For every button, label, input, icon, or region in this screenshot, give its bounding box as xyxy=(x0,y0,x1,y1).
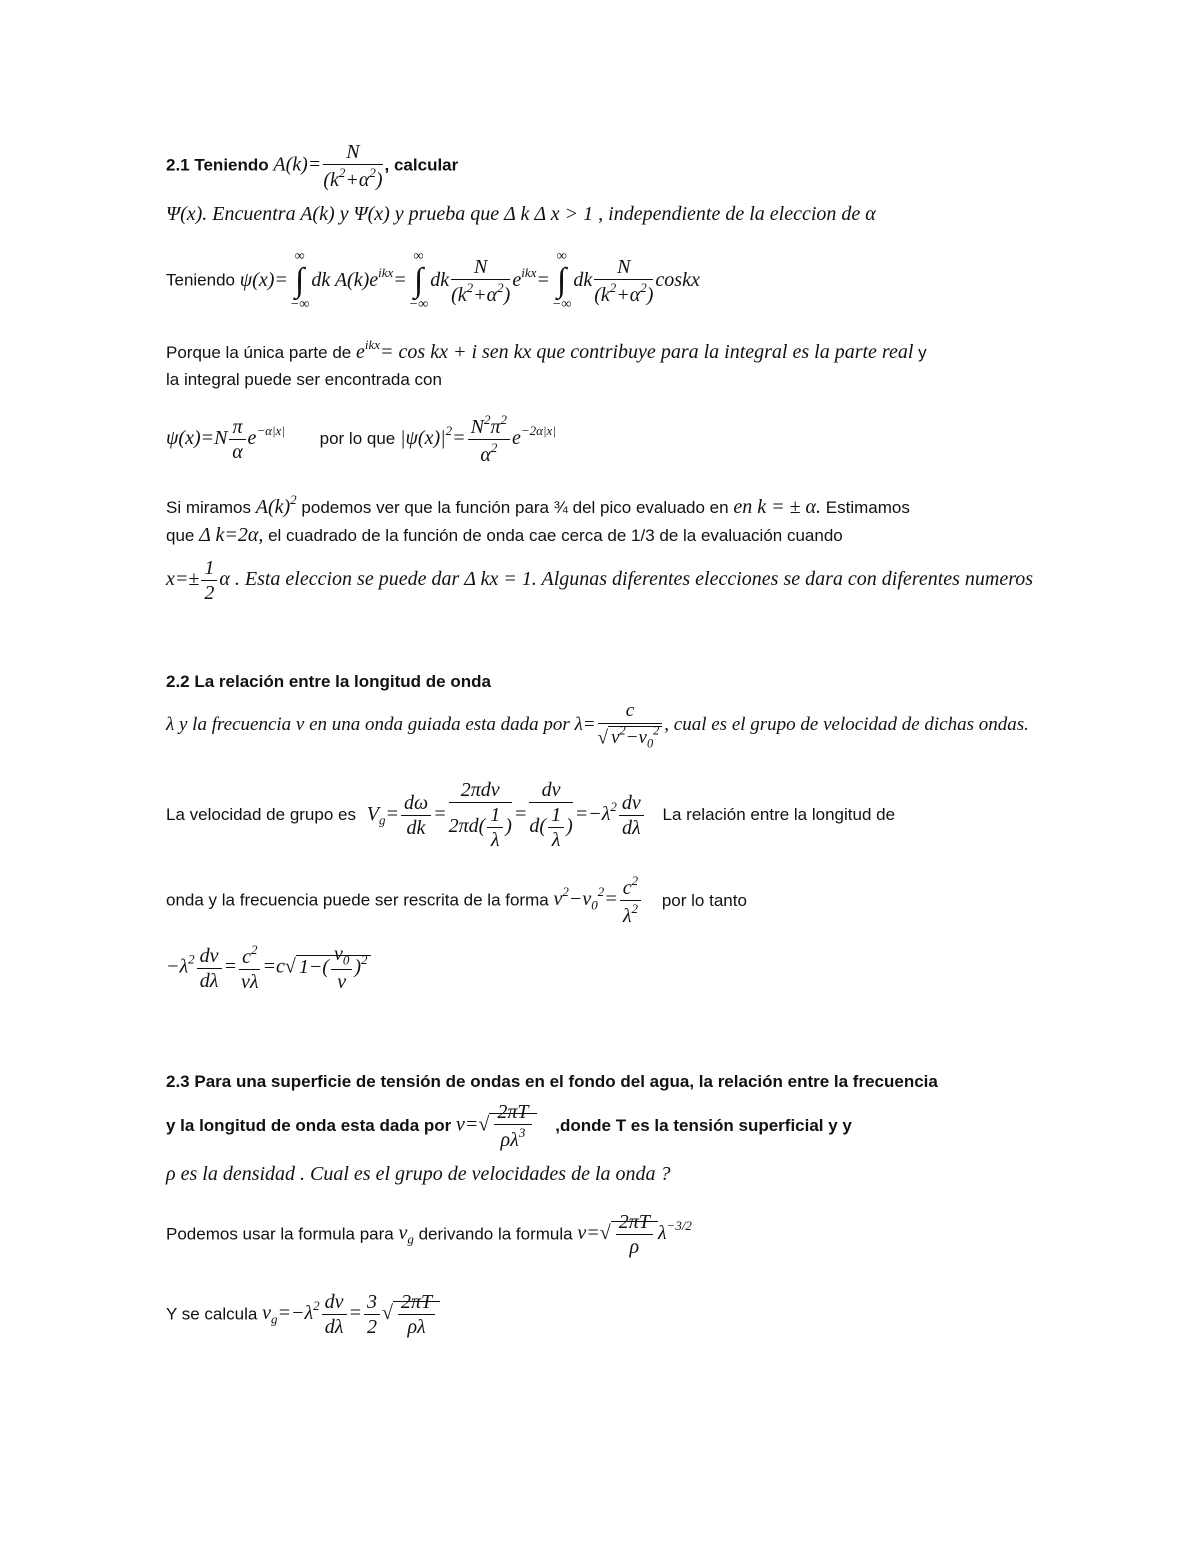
s21-psi-result-line xyxy=(166,412,556,467)
fraction-n-over-k2-alpha2: $\frac{N}{(k^2+\alpha^2)}$ xyxy=(323,141,383,192)
s21-title-suffix: , calcular xyxy=(384,155,459,175)
s21-teniendo-line xyxy=(166,250,700,312)
fraction-one-half: $\frac{1}{2}$ xyxy=(201,556,217,605)
s23-line2 xyxy=(166,1100,852,1152)
formula-psi-squared: $|\psi(x)|^2=$ $\frac{N^2\pi^2}{\alpha^2}$ $e^{-2\alpha|x|}$ xyxy=(400,412,556,467)
formula-psi-result: ψ(x)=N $\frac{\pi}{\alpha}$ $e^{-\alpha|x|}$ xyxy=(166,416,285,464)
formula-v-sqrt-2piT: v=√ $\frac{2\pi T}{\rho\lambda^3}$ xyxy=(456,1113,537,1136)
que-text: que xyxy=(166,526,195,545)
formula-eikx: $e^{ikx}$ xyxy=(355,337,381,364)
onda-freq-text: onda y la frecuencia puede ser rescrita de la forma xyxy=(166,890,549,910)
teniendo-label: Teniendo xyxy=(166,270,236,290)
si-miramos-text: Si miramos xyxy=(166,498,252,518)
s22-title: 2.2 La relación entre la longitud de onda xyxy=(166,672,491,691)
vel-grupo-text: La velocidad de grupo es xyxy=(166,805,356,824)
formula-a-k-squared: $A(k)^2$ xyxy=(255,492,297,519)
s21-title-line xyxy=(166,140,458,192)
podemos-ver-text: podemos ver que la función para ¾ del pico evaluado en xyxy=(301,498,729,518)
s21-x-line xyxy=(166,556,1033,605)
formula-v2-v02: $v^2-v_0^2=$ $\frac{c^2}{\lambda^2}$ xyxy=(553,888,643,910)
formula-a-k: A(k)= xyxy=(273,153,322,176)
s23-podemos-line xyxy=(166,1210,692,1259)
se-calcula-text: Y se calcula xyxy=(166,1304,258,1324)
por-lo-tanto-text: por lo tanto xyxy=(661,890,747,910)
s23-line2-b: ,donde T es la tensión superficial y y xyxy=(555,1116,852,1136)
s23-line2-a: y la longitud de onda esta dada por xyxy=(166,1116,452,1136)
porque-text: Porque la única parte de xyxy=(166,343,352,363)
porque-mid: = cos kx + i sen kx que contribuye para la integral es la parte real xyxy=(380,341,914,364)
formula-psi-integral: ψ(x)=∞ ∫ −∞dk $A(k)e^{ikx}=\infty$ ∫ −∞dk $\frac{N}{(k^2+\alpha^2)}$ $e^{ikx}=\infty$ ∫ −∞dk $\frac{N}{(k^2+\alpha^2)}$ coskx xyxy=(239,249,700,312)
s23-title: 2.3 Para una superficie de tensión de ondas en el fondo del agua, la relación entre la frecuencia xyxy=(166,1072,938,1091)
s23-line3: ρ es la densidad . Cual es el grupo de velocidades de la onda ? xyxy=(166,1163,671,1185)
formula-vg-result: $v_g=-\lambda^2$ $\frac{dv}{d\lambda}$ = $\frac{3}{2}$ √ $\frac{2\pi T}{\rho\lambda}$ xyxy=(262,1302,440,1324)
eleccion-text: α . Esta eleccion se puede dar Δ kx = 1. Algunas diferentes elecciones se dara con diferentes numeros xyxy=(219,568,1034,591)
estimamos-text: Estimamos xyxy=(825,498,910,518)
s21-porque-line xyxy=(166,337,927,364)
podemos-a-text: Podemos usar la formula para xyxy=(166,1224,394,1244)
s21-integral-line: la integral puede ser encontrada con xyxy=(166,370,442,389)
formula-vg: $v_g$ xyxy=(398,1221,414,1247)
fraction-c-over-sqrt: $\frac{c}{√ v^2-v_0^2}$ xyxy=(598,700,663,752)
formula-vg-derivation: $V_g=$ $\frac{d\omega}{dk}$ = 2πdv 2πd( $\frac{1}{\lambda}$ ) = dv d( $\frac{1}{\lambda}$ ) $=-\lambda^2$ $\frac{dv}{d\lambda}$ xyxy=(367,803,646,825)
por-lo-que-label: por lo que xyxy=(319,429,396,449)
s21-title-prefix: 2.1 Teniendo xyxy=(166,155,269,175)
relacion-text: La relación entre la longitud de xyxy=(662,805,896,824)
s23-se-calcula-line xyxy=(166,1290,440,1339)
s21-si-miramos-line xyxy=(166,492,910,519)
s22-statement xyxy=(166,700,1029,752)
s22-vel-grupo-line xyxy=(166,778,895,852)
s22-result-formula: $-\lambda^2$ $\frac{dv}{d\lambda}$ = $\frac{c^2}{v\lambda}$ =c√ 1−( $\frac{v_0}{v}$ )$^2$ xyxy=(166,942,371,994)
cuadrado-text: el cuadrado de la función de onda cae cerca de 1/3 de la evaluación cuando xyxy=(268,526,843,545)
podemos-b-text: derivando la formula xyxy=(418,1224,573,1244)
s22-onda-line xyxy=(166,873,747,928)
delta-k-formula: Δ k=2α, xyxy=(199,524,264,546)
s22-statement-a: λ y la frecuencia v en una onda guiada esta dada por λ= xyxy=(166,714,596,736)
en-k-formula: en k = ± α. xyxy=(733,496,822,519)
formula-v-lambda-power: v=√ $\frac{2\pi T}{\rho}$ $\lambda^{-3/2}$ xyxy=(577,1211,692,1258)
x-eq: x=± xyxy=(166,568,200,591)
s22-statement-b: , cual es el grupo de velocidad de dichas ondas. xyxy=(664,714,1029,736)
porque-end: y xyxy=(918,343,927,363)
s21-statement: Ψ(x). Encuentra A(k) y Ψ(x) y prueba que Δ k Δ x > 1 , independiente de la eleccion de α xyxy=(166,203,876,225)
s21-que-line xyxy=(166,524,843,547)
